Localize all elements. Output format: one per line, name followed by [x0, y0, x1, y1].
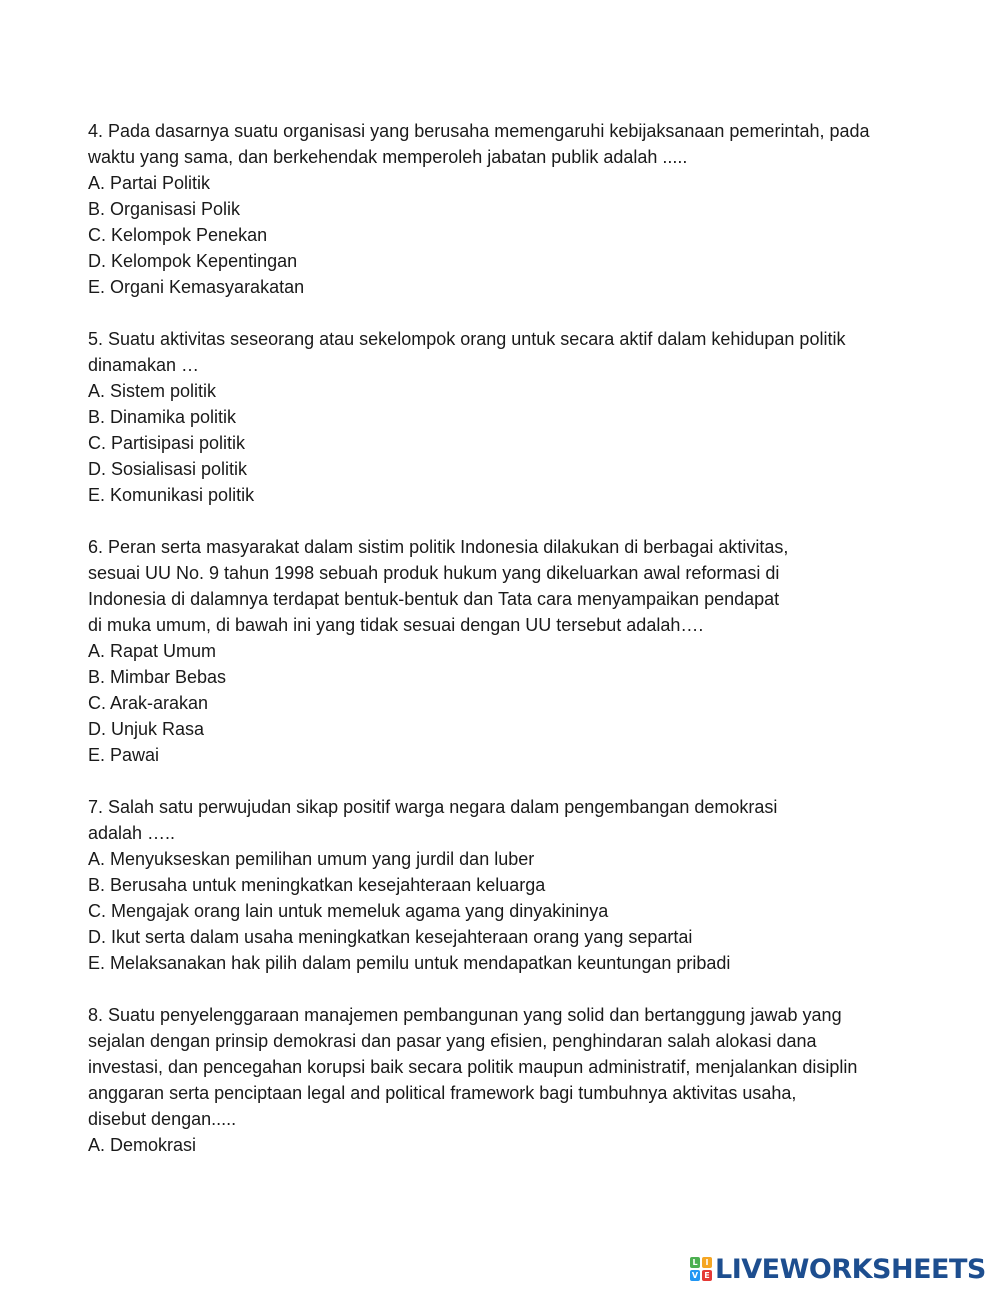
question-8-text-line-5: disebut dengan..... — [88, 1109, 237, 1129]
question-6-option-e[interactable]: E. Pawai — [88, 745, 160, 765]
liveworksheets-logo-icon — [690, 1257, 712, 1281]
logo-mark-letter-l: L — [690, 1257, 700, 1268]
question-4-option-a[interactable]: A. Partai Politik — [88, 173, 211, 193]
logo-mark-letter-v: V — [691, 1271, 699, 1280]
question-6-text-line-1: 6. Peran serta masyarakat dalam sistim politik Indonesia dilakukan di berbagai aktivitas, — [88, 537, 789, 557]
question-8-text-line-4: anggaran serta penciptaan legal and political framework bagi tumbuhnya aktivitas usaha, — [88, 1083, 797, 1103]
question-5-option-e[interactable]: E. Komunikasi politik — [88, 485, 255, 505]
question-4-option-d[interactable]: D. Kelompok Kepentingan — [88, 251, 298, 271]
question-7-option-d[interactable]: D. Ikut serta dalam usaha meningkatkan kesejahteraan orang yang separtai — [88, 927, 693, 947]
question-4-text-line-2: waktu yang sama, dan berkehendak memperoleh jabatan publik adalah ..... — [88, 147, 688, 167]
question-6-option-b[interactable]: B. Mimbar Bebas — [88, 667, 227, 687]
question-6-option-d[interactable]: D. Unjuk Rasa — [88, 719, 205, 739]
question-5-text-line-2: dinamakan … — [88, 355, 200, 375]
question-5-text-line-1: 5. Suatu aktivitas seseorang atau sekelompok orang untuk secara aktif dalam kehidupan politik — [88, 329, 846, 349]
question-4-option-c[interactable]: C. Kelompok Penekan — [88, 225, 268, 245]
question-8-text-line-1: 8. Suatu penyelenggaraan manajemen pembangunan yang solid dan bertanggung jawab yang — [88, 1005, 842, 1025]
question-8-text-line-3: investasi, dan pencegahan korupsi baik secara politik maupun administratif, menjalankan disiplin — [88, 1057, 858, 1077]
question-7-option-c[interactable]: C. Mengajak orang lain untuk memeluk agama yang dinyakininya — [88, 901, 609, 921]
question-6-text-line-2: sesuai UU No. 9 tahun 1998 sebuah produk hukum yang dikeluarkan awal reformasi di — [88, 563, 780, 583]
question-4-option-e[interactable]: E. Organi Kemasyarakatan — [88, 277, 305, 297]
question-5-option-a[interactable]: A. Sistem politik — [88, 381, 217, 401]
logo-mark-letter-e: E — [702, 1270, 712, 1281]
question-7-option-b[interactable]: B. Berusaha untuk meningkatkan kesejahteraan keluarga — [88, 875, 546, 895]
question-4-text-line-1: 4. Pada dasarnya suatu organisasi yang berusaha memengaruhi kebijaksanaan pemerintah, pada — [88, 121, 870, 141]
logo-mark-letter-i: I — [702, 1257, 712, 1268]
question-5-option-c[interactable]: C. Partisipasi politik — [88, 433, 246, 453]
question-5-option-d[interactable]: D. Sosialisasi politik — [88, 459, 248, 479]
question-8-text-line-2: sejalan dengan prinsip demokrasi dan pasar yang efisien, penghindaran salah alokasi dana — [88, 1031, 817, 1051]
question-4-option-b[interactable]: B. Organisasi Polik — [88, 199, 241, 219]
question-5-option-b[interactable]: B. Dinamika politik — [88, 407, 237, 427]
liveworksheets-logo-text: LIVEWORKSHEETS — [715, 1253, 986, 1285]
question-7-option-e[interactable]: E. Melaksanakan hak pilih dalam pemilu untuk mendapatkan keuntungan pribadi — [88, 953, 731, 973]
question-6-option-a[interactable]: A. Rapat Umum — [88, 641, 217, 661]
question-6-option-c[interactable]: C. Arak-arakan — [88, 693, 209, 713]
question-7-text-line-1: 7. Salah satu perwujudan sikap positif warga negara dalam pengembangan demokrasi — [88, 797, 778, 817]
question-6-text-line-4: di muka umum, di bawah ini yang tidak sesuai dengan UU tersebut adalah…. — [88, 615, 704, 635]
question-8-option-a[interactable]: A. Demokrasi — [88, 1135, 197, 1155]
question-7-text-line-2: adalah ….. — [88, 823, 176, 843]
liveworksheets-logo — [690, 1252, 990, 1286]
question-6-text-line-3: Indonesia di dalamnya terdapat bentuk-bentuk dan Tata cara menyampaikan pendapat — [88, 589, 780, 609]
question-7-option-a[interactable]: A. Menyukseskan pemilihan umum yang jurdil dan luber — [88, 849, 535, 869]
